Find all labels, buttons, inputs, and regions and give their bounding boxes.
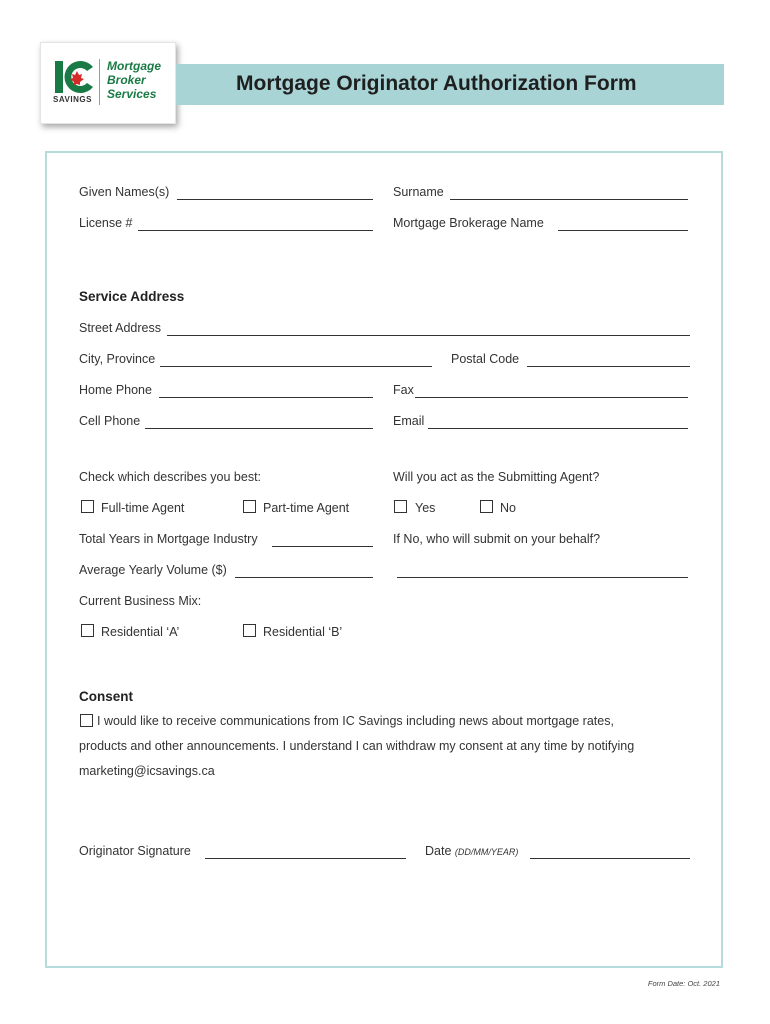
street-address-field[interactable]: [167, 335, 690, 336]
email-label: Email: [393, 414, 425, 428]
given-names-label: Given Names(s): [79, 185, 170, 199]
submitter-name-field[interactable]: [397, 577, 688, 578]
consent-line-1: I would like to receive communications from IC Savings including news about mortgage rates,: [97, 714, 614, 728]
date-format-hint: (DD/MM/YEAR): [454, 847, 519, 857]
surname-field[interactable]: [450, 199, 688, 200]
email-field[interactable]: [428, 428, 688, 429]
logo: [40, 42, 176, 124]
city-province-label: City, Province: [79, 352, 156, 366]
city-province-field[interactable]: [160, 366, 432, 367]
avg-volume-label: Average Yearly Volume ($): [79, 563, 227, 577]
service-address-heading: Service Address: [79, 289, 185, 304]
cell-phone-field[interactable]: [145, 428, 373, 429]
title-bar: [176, 64, 724, 105]
brokerage-field[interactable]: [558, 230, 688, 231]
home-phone-field[interactable]: [159, 397, 373, 398]
street-address-label: Street Address: [79, 321, 161, 335]
avg-volume-field[interactable]: [235, 577, 373, 578]
license-field[interactable]: [138, 230, 373, 231]
part-time-checkbox[interactable]: [243, 500, 256, 513]
describe-question: Check which describes you best:: [79, 470, 262, 484]
fax-field[interactable]: [415, 397, 688, 398]
cell-phone-label: Cell Phone: [79, 414, 141, 428]
logo-line-1: Mortgage: [107, 59, 161, 73]
consent-line-2: products and other announcements. I understand I can withdraw my consent at any time by notifying: [79, 739, 635, 753]
logo-line-2: Broker: [107, 73, 146, 87]
total-years-field[interactable]: [272, 546, 373, 547]
postal-code-field[interactable]: [527, 366, 690, 367]
business-mix-label: Current Business Mix:: [79, 594, 202, 608]
full-time-label: Full-time Agent: [101, 501, 185, 515]
consent-email: marketing@icsavings.ca: [79, 764, 215, 778]
logo-savings-text: SAVINGS: [53, 95, 92, 104]
if-no-label: If No, who will submit on your behalf?: [393, 532, 601, 546]
originator-signature-label: Originator Signature: [79, 844, 191, 858]
residential-b-label: Residential ‘B’: [263, 625, 343, 639]
date-field[interactable]: [530, 858, 690, 859]
total-years-label: Total Years in Mortgage Industry: [79, 532, 258, 546]
yes-label: Yes: [415, 501, 436, 515]
residential-b-checkbox[interactable]: [243, 624, 256, 637]
submitting-agent-question: Will you act as the Submitting Agent?: [393, 470, 600, 484]
license-label: License #: [79, 216, 133, 230]
residential-a-label: Residential ‘A’: [101, 625, 180, 639]
logo-text: [107, 59, 161, 101]
fax-label: Fax: [393, 383, 414, 397]
no-label: No: [500, 501, 516, 515]
residential-a-checkbox[interactable]: [81, 624, 94, 637]
yes-checkbox[interactable]: [394, 500, 407, 513]
postal-code-label: Postal Code: [451, 352, 520, 366]
ic-savings-logo-mark: [55, 59, 95, 95]
no-checkbox[interactable]: [480, 500, 493, 513]
brokerage-label: Mortgage Brokerage Name: [393, 216, 544, 230]
surname-label: Surname: [393, 185, 444, 199]
form-date-footer: Form Date: Oct. 2021: [647, 979, 720, 988]
logo-divider: [99, 59, 100, 105]
page-title: Mortgage Originator Authorization Form: [236, 72, 637, 95]
consent-heading: Consent: [79, 689, 133, 704]
date-label-text: Date: [425, 844, 452, 858]
full-time-checkbox[interactable]: [81, 500, 94, 513]
originator-signature-field[interactable]: [205, 858, 406, 859]
date-label: [425, 844, 518, 858]
part-time-label: Part-time Agent: [263, 501, 350, 515]
logo-line-3: Services: [107, 87, 157, 101]
given-names-field[interactable]: [177, 199, 373, 200]
home-phone-label: Home Phone: [79, 383, 152, 397]
